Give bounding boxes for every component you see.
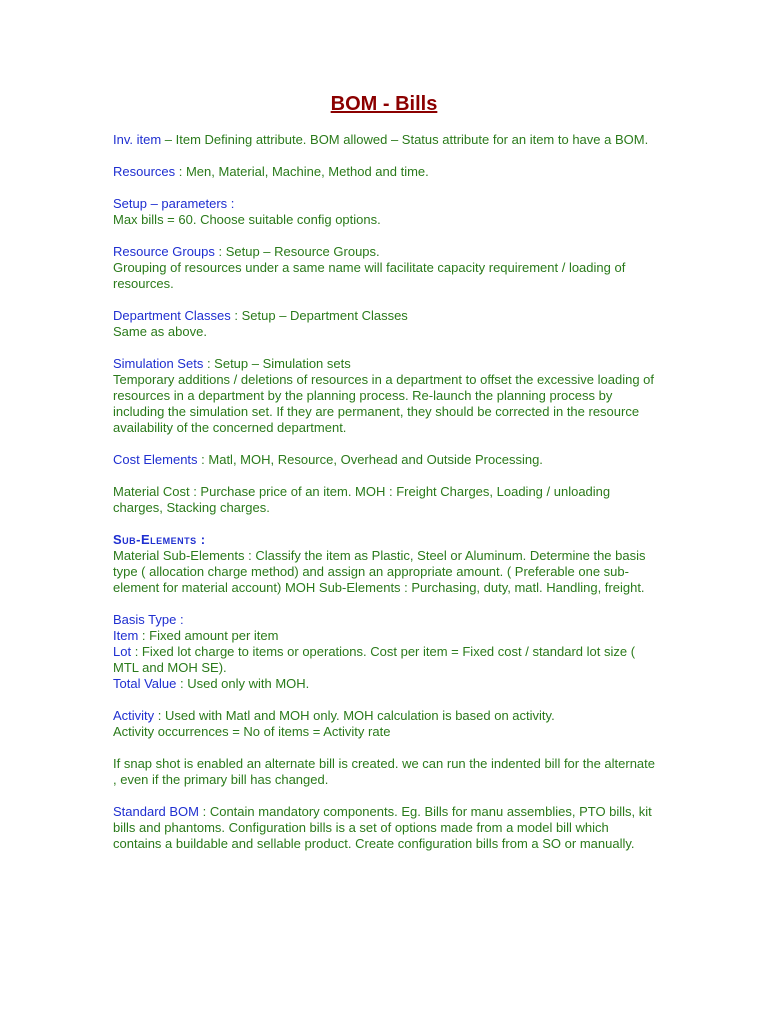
heading-sub-elements: Sub-Elements : xyxy=(113,532,206,547)
para-activity xyxy=(113,708,658,740)
text-department-classes: : Setup – Department Classes xyxy=(230,308,408,323)
term-standard-bom: Standard BOM xyxy=(113,804,199,819)
para-cost-elements xyxy=(113,452,658,468)
term-resources: Resources xyxy=(113,164,176,179)
desc-simulation-sets: Temporary additions / deletions of resources in a department to offset the excessive loading of resources in a department by the planning process. Re-launch the planning process by including the simulation set. If they are permanent, they should be corrected in the resource availability of the concerned department. xyxy=(113,372,655,435)
term-total-value: Total Value xyxy=(113,676,177,691)
para-resources xyxy=(113,164,658,180)
text-simulation-sets: : Setup – Simulation sets xyxy=(203,356,351,371)
text-standard-bom: : Contain mandatory components. Eg. Bills for manu assemblies, PTO bills, kit bills and phantoms. Configuration bills is a set of options made from a model bill which contains a buildable and sellable product. Create configuration bills from a SO or manually. xyxy=(113,804,652,851)
para-standard-bom xyxy=(113,804,658,852)
page-title: BOM - Bills xyxy=(330,93,438,115)
text-sub-elements: Material Sub-Elements : Classify the item as Plastic, Steel or Aluminum. Determine the basis type ( allocation charge method) and assign an appropriate amount. ( Preferable one sub-element for material account) MOH Sub-Elements : Purchasing, duty, matl. Handling, freight. xyxy=(113,548,646,595)
para-inv-item xyxy=(113,132,658,148)
term-inv-item: Inv. item xyxy=(113,132,162,147)
text-cost-elements: : Matl, MOH, Resource, Overhead and Outside Processing. xyxy=(197,452,543,467)
term-department-classes: Department Classes xyxy=(113,308,231,323)
term-resource-groups: Resource Groups xyxy=(113,244,215,259)
text-setup: Max bills = 60. Choose suitable config options. xyxy=(113,212,381,227)
text-item: : Fixed amount per item xyxy=(138,628,279,643)
text-lot: : Fixed lot charge to items or operations. Cost per item = Fixed cost / standard lot size ( MTL and MOH SE). xyxy=(113,644,636,675)
basis-type-colon: : xyxy=(176,612,184,627)
para-material-cost xyxy=(113,484,658,516)
term-item: Item xyxy=(113,628,139,643)
text-material-cost: Material Cost : Purchase price of an item. MOH : Freight Charges, Loading / unloading charges, Stacking charges. xyxy=(113,484,611,515)
desc-department-classes: Same as above. xyxy=(113,324,207,339)
para-basis-type xyxy=(113,612,658,692)
text-resource-groups: : Setup – Resource Groups. xyxy=(214,244,380,259)
desc-activity: Activity occurrences = No of items = Activity rate xyxy=(113,724,391,739)
document-body xyxy=(113,132,658,868)
term-lot: Lot xyxy=(113,644,132,659)
para-simulation-sets xyxy=(113,356,658,436)
term-simulation-sets: Simulation Sets xyxy=(113,356,204,371)
para-resource-groups xyxy=(113,244,658,292)
setup-colon: : xyxy=(227,196,235,211)
desc-resource-groups: Grouping of resources under a same name will facilitate capacity requirement / loading of resources. xyxy=(113,260,626,291)
heading-basis-type: Basis Type xyxy=(113,612,177,627)
para-snapshot xyxy=(113,756,658,788)
text-snapshot: If snap shot is enabled an alternate bill is created. we can run the indented bill for the alternate , even if the primary bill has changed. xyxy=(113,756,656,787)
text-resources: : Men, Material, Machine, Method and time. xyxy=(175,164,429,179)
para-sub-elements xyxy=(113,532,658,596)
text-activity: : Used with Matl and MOH only. MOH calculation is based on activity. xyxy=(154,708,555,723)
term-setup: Setup – parameters xyxy=(113,196,228,211)
para-setup xyxy=(113,196,658,228)
para-department-classes xyxy=(113,308,658,340)
term-cost-elements: Cost Elements xyxy=(113,452,198,467)
term-activity: Activity xyxy=(113,708,155,723)
text-total-value: : Used only with MOH. xyxy=(176,676,310,691)
text-inv-item: – Item Defining attribute. BOM allowed – Status attribute for an item to have a BOM. xyxy=(161,132,649,147)
